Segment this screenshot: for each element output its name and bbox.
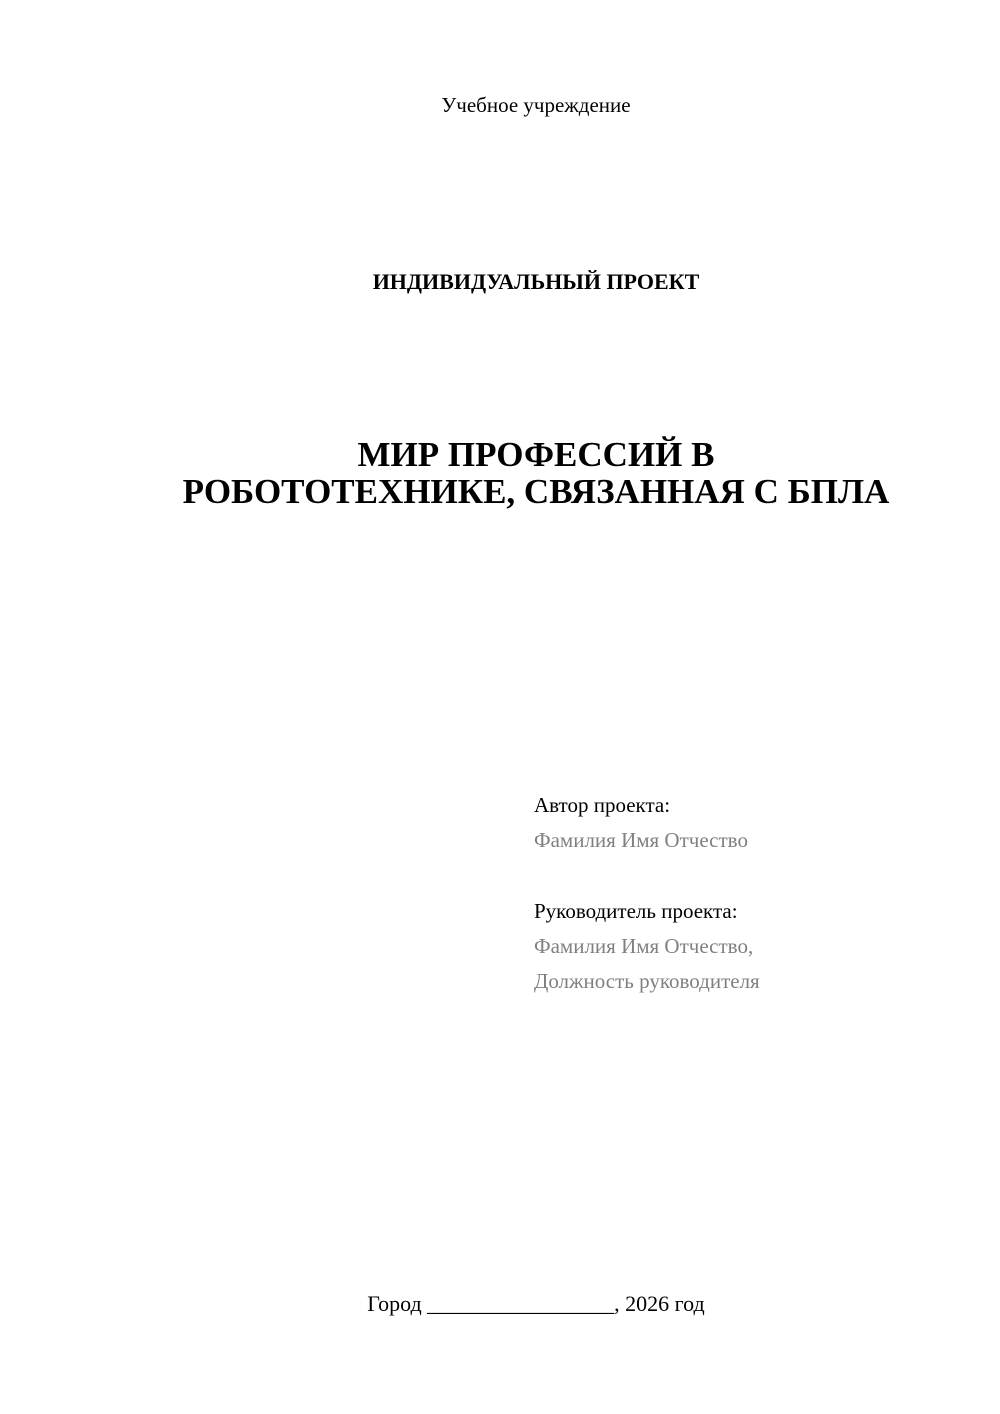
credits-spacer — [534, 858, 974, 894]
city-year-footer: Город _________________, 2026 год — [367, 1291, 705, 1316]
project-title-line-2: РОБОТОТЕХНИКЕ, СВЯЗАННАЯ С БПЛА — [182, 472, 890, 511]
supervisor-name: Фамилия Имя Отчество, — [534, 934, 754, 958]
project-title — [100, 436, 972, 510]
institution-name: Учебное учреждение — [441, 93, 631, 117]
project-type-heading: ИНДИВИДУАЛЬНЫЙ ПРОЕКТ — [372, 269, 700, 294]
author-label: Автор проекта: — [534, 793, 671, 817]
project-title-line-1: МИР ПРОФЕССИЙ В — [357, 435, 715, 474]
author-name: Фамилия Имя Отчество — [534, 828, 748, 852]
project-credits — [534, 788, 974, 999]
supervisor-position: Должность руководителя — [534, 969, 760, 993]
supervisor-label: Руководитель проекта: — [534, 899, 738, 923]
